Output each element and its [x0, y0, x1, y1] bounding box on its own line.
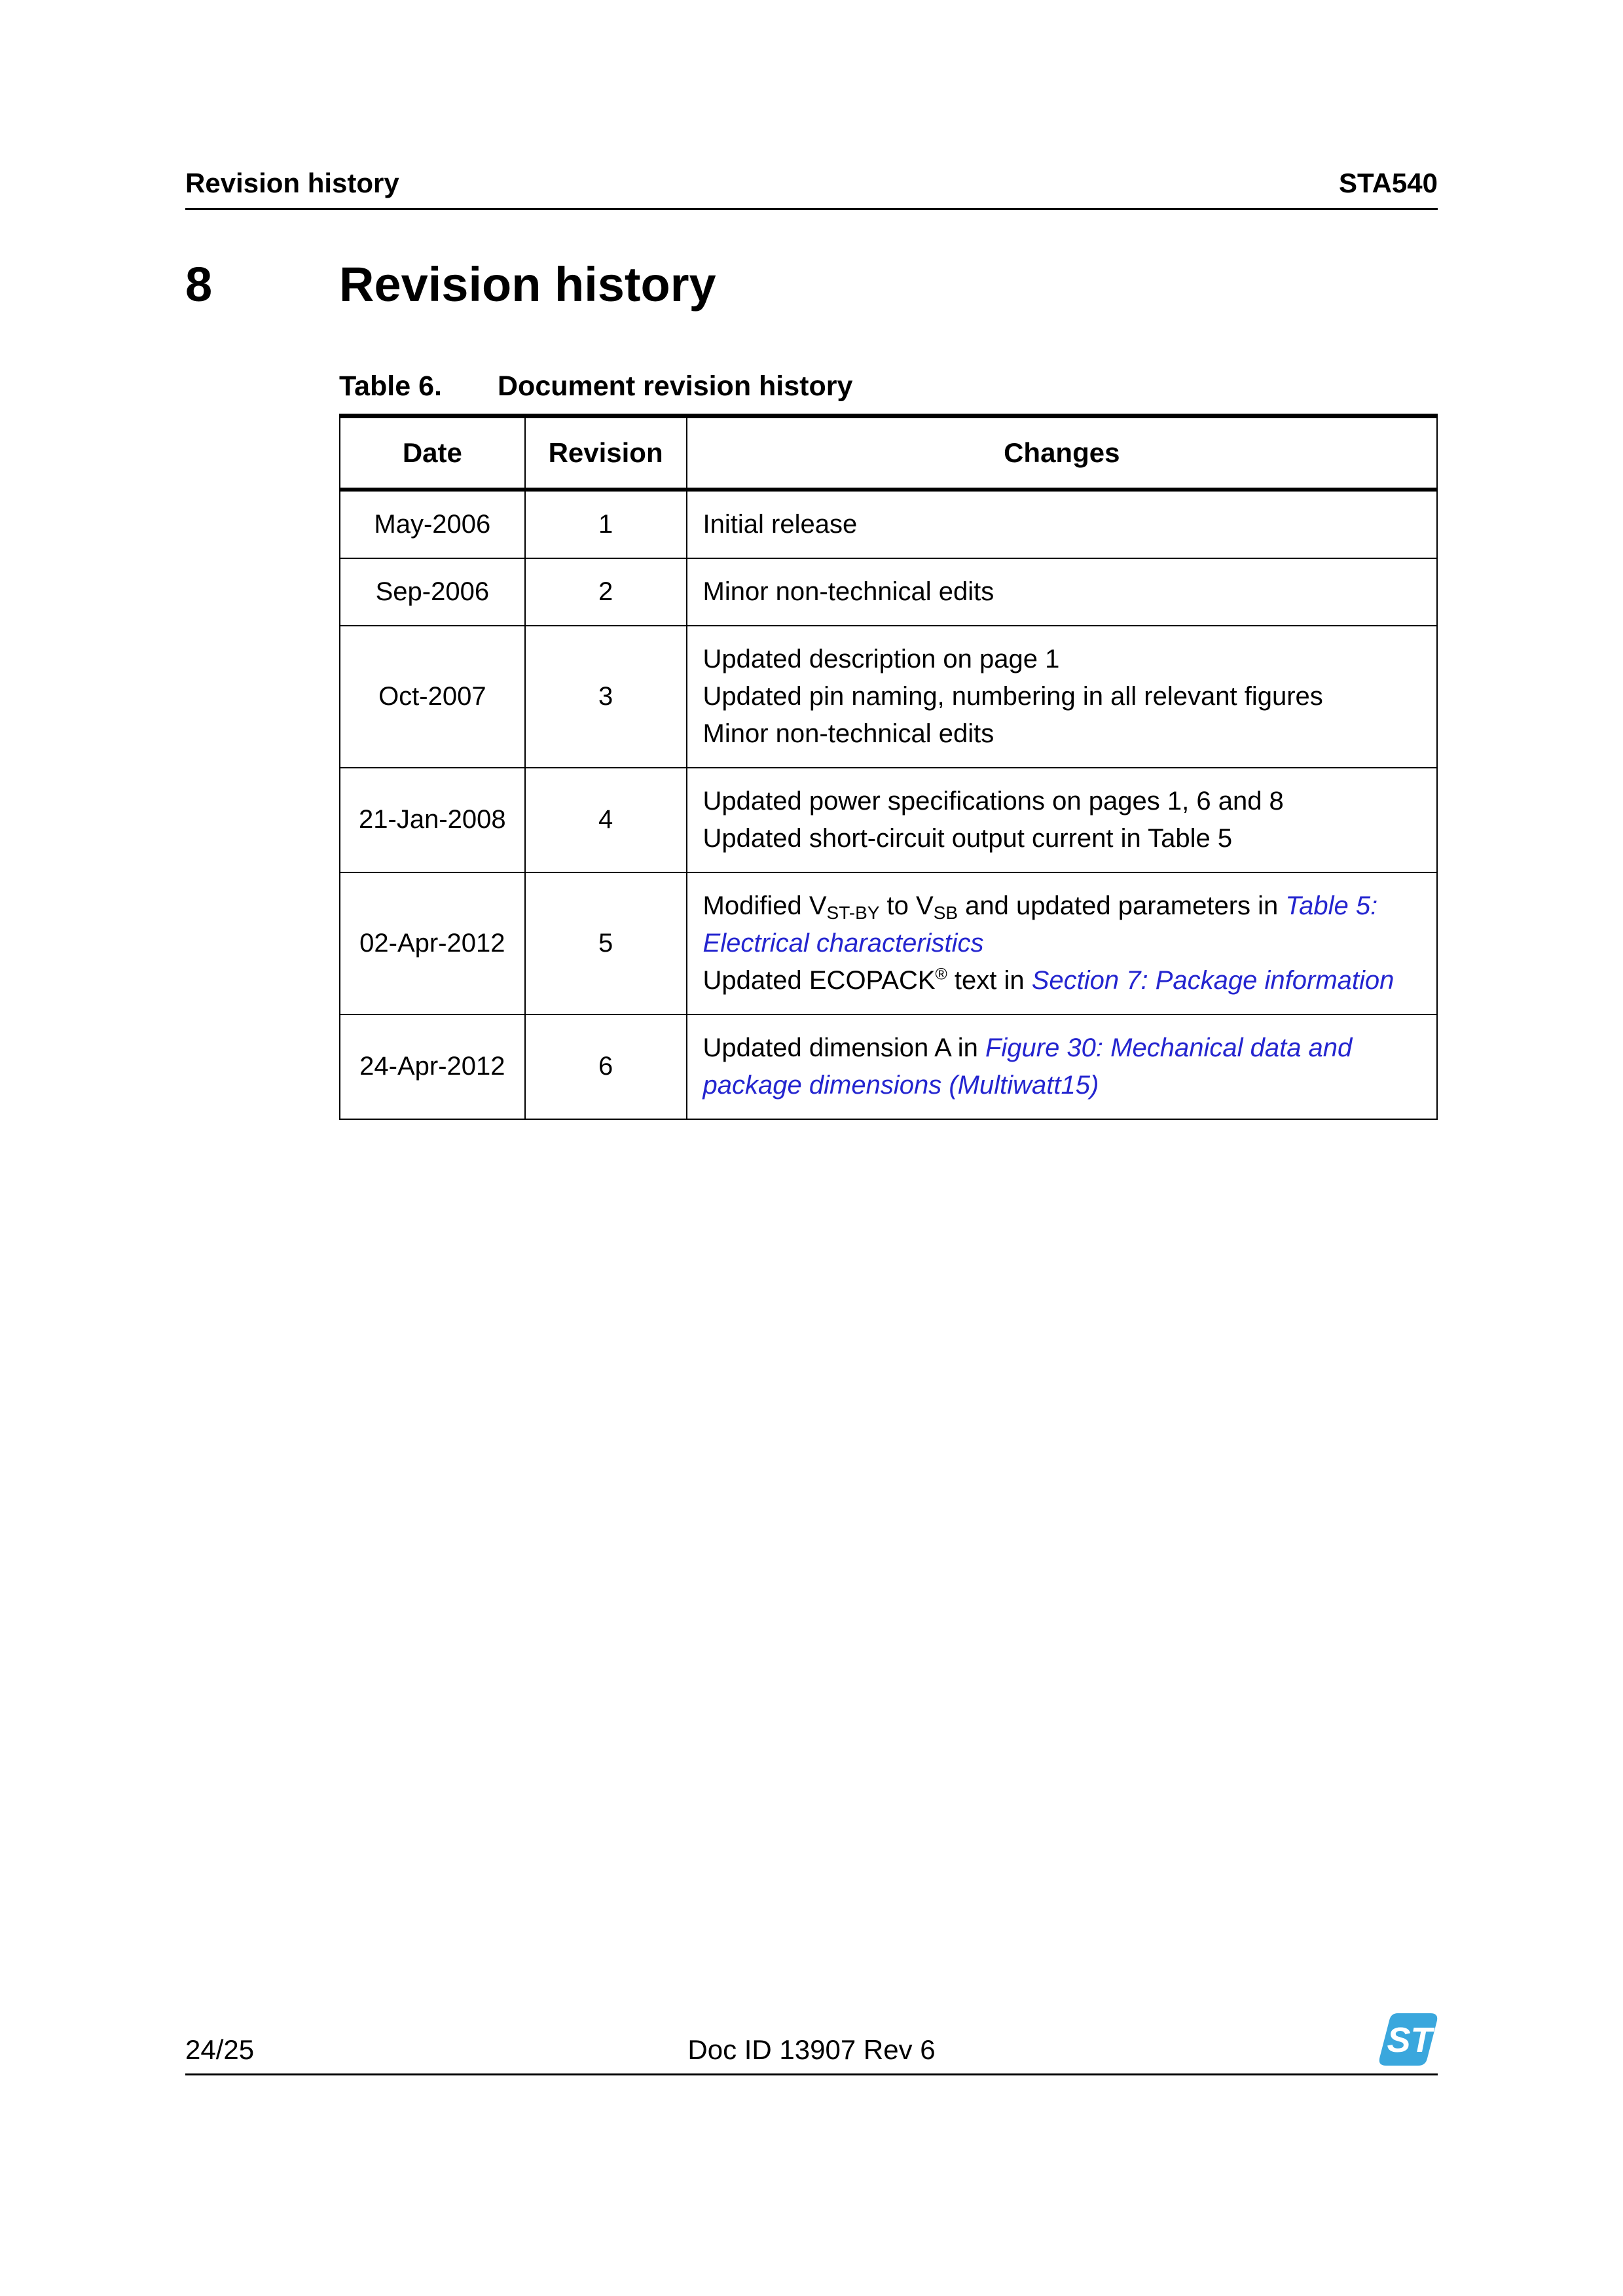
page-header — [185, 168, 1438, 199]
change-line — [703, 888, 1419, 962]
footer-rule — [185, 2073, 1438, 2075]
change-text: Modified V — [702, 891, 827, 920]
change-text: Initial release — [702, 509, 858, 539]
revision-changes-cell — [687, 490, 1437, 558]
change-line — [703, 573, 1419, 611]
table-row — [340, 768, 1437, 872]
revision-date-cell: 21-Jan-2008 — [340, 768, 525, 872]
revision-changes-cell — [687, 768, 1437, 872]
footer-doc-id: Doc ID 13907 Rev 6 — [687, 2034, 936, 2065]
section-number: 8 — [185, 257, 213, 312]
revision-changes-cell — [687, 1014, 1437, 1119]
change-text: Updated power specifications on pages 1, 6 and 8 — [702, 786, 1284, 816]
running-header-part-number: STA540 — [1339, 168, 1438, 198]
change-text: to V — [879, 891, 934, 920]
change-line — [703, 820, 1419, 857]
revision-number-cell: 2 — [525, 558, 687, 626]
column-header-changes: Changes — [687, 416, 1437, 490]
cross-reference-link[interactable]: Figure 30: Mechanical data and package dimensions (Multiwatt15) — [702, 1033, 1353, 1100]
change-text: Updated dimension A in — [702, 1033, 985, 1062]
revision-table-body — [340, 490, 1437, 1119]
revision-number-cell: 3 — [525, 626, 687, 768]
change-text: Minor non-technical edits — [702, 577, 994, 606]
change-line — [703, 506, 1419, 543]
st-logo-text: ST — [1387, 2020, 1432, 2060]
header-rule — [185, 208, 1438, 210]
table-row — [340, 626, 1437, 768]
table-caption-title: Document revision history — [498, 370, 853, 402]
revision-number-cell: 6 — [525, 1014, 687, 1119]
revision-number-cell: 4 — [525, 768, 687, 872]
revision-changes-cell — [687, 558, 1437, 626]
change-text: and updated parameters in — [958, 891, 1286, 920]
table-caption-label: Table 6. — [339, 370, 442, 402]
revision-number-cell: 1 — [525, 490, 687, 558]
change-line — [703, 783, 1419, 820]
cross-reference-link[interactable]: Section 7: Package information — [1031, 965, 1395, 995]
column-header-date: Date — [340, 416, 525, 490]
change-line — [703, 715, 1419, 753]
change-text: Updated pin naming, numbering in all relevant figures — [702, 681, 1323, 711]
running-header-section: Revision history — [185, 168, 399, 198]
revision-date-cell: 24-Apr-2012 — [340, 1014, 525, 1119]
change-text: ® — [935, 965, 947, 984]
cross-reference-link[interactable]: Table 5: Electrical characteristics — [702, 891, 1378, 958]
change-line — [703, 962, 1419, 999]
section-heading — [185, 257, 1438, 312]
change-line — [703, 678, 1419, 715]
revision-changes-cell — [687, 872, 1437, 1014]
section-title: Revision history — [339, 257, 716, 312]
revision-date-cell: 02-Apr-2012 — [340, 872, 525, 1014]
change-text: ST-BY — [826, 903, 880, 924]
revision-history-table — [339, 414, 1438, 1120]
table-row — [340, 558, 1437, 626]
change-text: Updated description on page 1 — [702, 644, 1060, 673]
change-text: Updated short-circuit output current in Table 5 — [702, 823, 1233, 853]
change-line — [703, 1030, 1419, 1104]
change-text: Updated ECOPACK — [702, 965, 936, 995]
table-row — [340, 1014, 1437, 1119]
change-text: SB — [933, 903, 958, 924]
table-row — [340, 872, 1437, 1014]
table-row — [340, 490, 1437, 558]
revision-number-cell: 5 — [525, 872, 687, 1014]
revision-date-cell: Sep-2006 — [340, 558, 525, 626]
revision-date-cell: Oct-2007 — [340, 626, 525, 768]
table-caption — [339, 370, 852, 403]
change-line — [703, 641, 1419, 678]
change-text: Minor non-technical edits — [702, 719, 994, 748]
column-header-revision: Revision — [525, 416, 687, 490]
revision-date-cell: May-2006 — [340, 490, 525, 558]
revision-changes-cell — [687, 626, 1437, 768]
change-text: text in — [947, 965, 1032, 995]
st-logo-icon — [1377, 2011, 1439, 2068]
footer-page-number: 24/25 — [185, 2034, 255, 2065]
table-header-row — [340, 416, 1437, 490]
